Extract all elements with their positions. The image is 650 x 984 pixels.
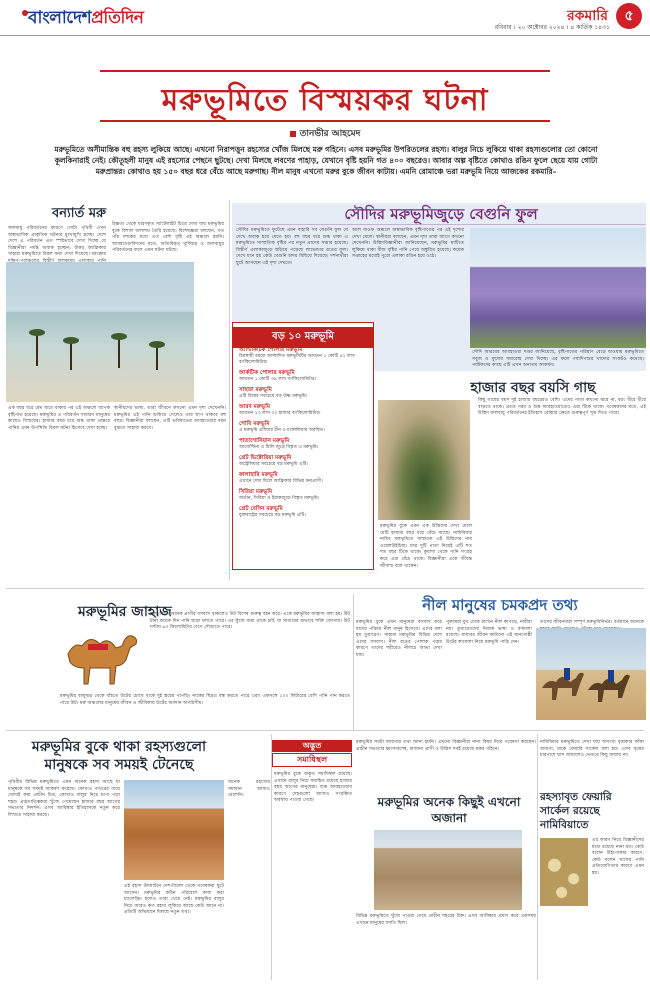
desert-name: গোবি মরুভূমি [239,421,270,427]
camel-heading: মরুভূমির জাহাজ [78,604,172,620]
column-divider [353,594,354,730]
column-divider [229,200,230,580]
secrets-col-2: এই রহস্য উদঘাটনে দেশ-বিদেশ থেকে গবেষকরা ছুটে আসেন। মরুভূমির কঠিন পরিবেশে কাজ করা চ্যালেঞ্জিং হলেও তারা থেমে নেই। মরুভূমির বালুর নিচে আরও কত রহস্য লুকিয়ে আছে কেউ জানে না। প্রতিটি অভিযানে মিলছে নতুন তথ্য। [124,884,224,916]
desert-name: আরব মরুভূমি [239,404,270,410]
desert-desc: আর্জেন্টিনা ও চিলি জুড়ে বিস্তৃত এ মরুভূমি। [239,445,319,450]
desert-desc: জর্ডান, সিরিয়া ও ইরাকজুড়ে বিস্তৃত মরুভূমি। [239,496,320,501]
saudi-col-2: আল জওফ অঞ্চলে অস্বাভাবিক বৃষ্টিপাতের পর এই দৃশ্যের দেখা মেলে। স্থানীয়রা বলছেন, এমন দৃশ্য তারা আগে কখনো দেখেননি। উদ্ভিদবিজ্ঞানীরা জানিয়েছেন, মরুভূমির মাটিতে লুকিয়ে থাকা বীজ বৃষ্টির পানি পেয়ে অঙ্কুরিত হয়েছে। কয়েক সপ্তাহের মধ্যেই পুরো এলাকা রঙিন হয়ে ওঠে। [352,228,464,260]
logo-text-a: বাংলাদেশ [28,8,92,28]
secrets-col-1: পৃথিবীর বিভিন্ন মরুভূমিতে এমন অনেক রহস্য আছে যা মানুষকে সব সময়ই আকর্ষণ করেছে। কোথাও পাথরের গায়ে খোদাই করা প্রাচীন চিত্র, কোথাও বালুর নিচে চাপা পড়া শহর। প্রত্নতাত্ত্বিকরা খুঁজে পেয়েছেন হাজার বছর আগের সভ্যতার নিদর্শন। এসব আবিষ্কার ইতিহাসকে নতুন করে লিখতে সাহায্য করছে। [8,780,120,818]
unknown-heading: মরুভূমির অনেক কিছুই এখনো অজানা [377,795,521,825]
secrets-heading: মরুভূমির বুকে থাকা রহস্যগুলো মানুষকে সব সময়ই টেনেছে [31,739,207,773]
list-item [239,455,369,468]
desert-ruins-photo [374,830,522,910]
palm-tree-icon [118,338,120,368]
list-item [239,438,369,451]
canyon-photo [124,780,224,880]
blue-people-col-1: মরুভূমির বুকে এমন মানুষেরা বসবাস করে যাদের পরিচয় নীল মানুষ হিসেবে। এদের বলা হয় তুয়ারেগ। সাহারা মরুভূমির বিভিন্ন দেশে এদের বসবাস। নীল রঙের পোশাক পরার কারণে তাদের শরীরেও নীলচে আভা দেখা যায়। [356,620,442,658]
desert-desc: এখানে দেখা মিলে আফ্রিকার বিভিন্ন বন্যপ্রাণী। [239,479,323,484]
caravan-icon [536,628,646,720]
saudi-col-1: সৌদির মরুভূমিতে ফুটেছে এমন বাহারি সব বেগুনি ফুল যে দেখে অবাক হয়ে যেতে হয়। বহু বছর ধরে শুষ্ক থাকা এ মরুভূমিতে সাম্প্রতিক বৃষ্টির পর নতুন প্রাণের সঞ্চার হয়েছে। বিস্তীর্ণ এলাকাজুড়ে ছড়িয়ে পড়েছে লাভেন্ডার রঙের ফুল। দেখে মনে হয় কেউ বেগুনি চাদর বিছিয়ে দিয়েছে। দর্শনার্থীরা ছুটে আসছেন এই দৃশ্য দেখতে। [236,228,348,266]
desert-name: আর্কটিক পোলার মরুভূমি [239,370,295,376]
list-item [239,370,369,383]
camel-col-2: মরুভূমির বালুঝড় থেকে বাঁচতে উটের চোখে থাকে দুই স্তরের পাপড়ি। নাকের ছিদ্রও বন্ধ করতে পারে এরা। একসঙ্গে ১০০ লিটারের বেশি পানি পান করতে পারে উট। মরু অঞ্চলের মানুষের জীবন ও জীবিকায় উটের অবদান অপরিসীম। [60,694,350,706]
desert-desc: যুক্তরাষ্ট্রের সবচেয়ে বড় মরুভূমি এটি। [239,513,306,518]
desert-name: গ্রেট বেসিন মরুভূমি [239,506,283,512]
palm-tree-icon [70,342,72,370]
desert-name: অ্যান্টার্কটিক পোলার মরুভূমি [239,347,303,353]
flood-col-3: এক বছর ধরে মেঘ জমে থাকার পর এই অঞ্চলে ব্যাপক বৃষ্টিপাত হয়েছে। মরুভূমির এ পরিবর্তন সাধারণ মানুষের কাছেও বিস্ময়ের। হাজার বছর ধরে শুষ্ক থাকা প্রান্তরে পানির এমন উপস্থিতি বিরল ঘটনা হিসেবে দেখা হচ্ছে। [8,406,110,431]
fairy-col-2: এর কারণ নিয়ে বিজ্ঞানীদের মধ্যে রয়েছে নানা মত। কেউ বলেন উইপোকার কারণে, কেউ বলেন ঘাসের পানি প্রতিযোগিতার কারণে এমন হয়। [592,838,644,876]
bullet-icon [290,131,296,137]
column-divider [537,734,538,980]
palm-tree-icon [36,334,38,366]
desert-name: গ্রেট ভিক্টোরিয়া মরুভূমি [239,455,292,461]
flood-col-4: স্থানীয়দের ভাষ্য, তারা জীবনে কখনো এমন দৃশ্য দেখেননি। মরুভূমির এই পানি শুকিয়ে গেলেও তার ছাপ থাকবে বহু বছর। বিজ্ঞানীরা বলছেন, এটি ভবিষ্যতের আবহাওয়ার ধরন বুঝতে সাহায্য করবে। [114,406,226,431]
section-divider [6,730,644,731]
page-number-badge: ৫ [616,3,642,29]
blue-people-heading: নীল মানুষের চমকপ্রদ তথ্য [422,596,578,614]
page-title: মরুভূমিতে বিস্ময়কর ঘটনা [161,83,489,118]
list-item [239,472,369,485]
desert-name: সাহারা মরুভূমি [239,387,272,393]
tree-col-1: মরুভূমির বুকে এমন এক উদ্ভিদের দেখা মেলে যেটি হাজার বছর ধরে বেঁচে আছে। নামিবিয়ার নামিব মরুভূমিতে জন্মানো এই উদ্ভিদের নাম ওয়েলউইচিয়া। মাত্র দুটি পাতা নিয়েই এটি শত শত বছর টিকে থাকে। কুয়াশা থেকে পানি সংগ্রহ করে এরা বেঁচে থাকে। বিজ্ঞানীরা একে জীবন্ত জীবাশ্ম বলে থাকেন। [380,524,472,569]
welwitschia-plant-photo [378,400,470,520]
fairy-col-1: নামিবিয়ার মরুভূমিতে দেখা যায় অসংখ্য বৃত্তাকার ফাঁকা জায়গা, যাকে ফেয়ারি সার্কেল বলা হয়। এসব বৃত্তের চারপাশে ঘাস জন্মালেও ভেতরে কিছু জন্মায় না। [540,740,644,759]
palm-tree-icon [156,346,158,370]
blue-people-col-3: তাদের জীবনধারা সম্পূর্ণ মরুভূমিনির্ভর। বর্তমানে অনেকে [540,620,644,625]
oddity-label [272,740,352,768]
saudi-col-3: সৌদি আরবের আবহাওয়া দপ্তর জানিয়েছে, বৃষ্টিপাতের পরিমাণ বেড়ে যাওয়ায় মরুভূমিতে সবুজ ও ফুলের সমারোহ দেখা দিচ্ছে। এর ফলে গবাদিপশুর খাদ্যের সংকটও কমেছে। পর্যটকদের কাছে এটি এখন অন্যতম আকর্ষণ। [472,350,644,369]
desert-desc: এ মরুভূমি এশিয়ার চীন ও মঙ্গোলিয়ায় অবস্থিত। [239,428,325,433]
desert-list [239,347,369,523]
camel-col-1: মরুভূমিতে অনেক প্রাণীর বসবাস থাকলেও উট বিশেষ গুরুত্ব বহন করে। একে মরুভূমির জাহাজ বলা হয়। উট টানা কয়েক দিন পানি ছাড়া চলতে পারে। এর কুঁজে জমা থাকে চর্বি, যা খাবারের অভাবে শক্তি জোগায়। উট ঘণ্টায় ৬০ কিলোমিটার বেগে দৌড়াতে পারে। [150,612,350,631]
list-item [239,387,369,400]
top-10-heading: বড় ১০ মরুভূমি [233,327,373,348]
column-divider [271,734,272,980]
top-10-deserts-box [232,322,374,570]
author-name: তানভীর আহমেদ [299,129,361,139]
desert-desc: আয়তন ১ কোটি ৩৯ লাখ বর্গকিলোমিটার। [239,377,317,382]
masthead [0,0,650,36]
intro-text: মরুভূমিতে অসীমান্তিক বহু রহস্য লুকিয়ে আছে। এখনো নিরাপত্তুন রহস্যের খোঁজ মিলছে মরু গহিনে। এসব মরুভূমির উপরিতলের রহস্য। বালুর নিচে লুকিয়ে থাকা রহস্যগুলোর তো কোনো কূলকিনারাই নেই। কৌতূহলী মানুষ এই রহস্যের পেছনে ছুটছে। দেখা মিলছে লবণের পাহাড়, যেখানে বৃষ্টি হয়নি গত ৪০০ বছরেও। আবার অল্প বৃষ্টিতে কোথাও রঙিন ফুলে ছেয়ে যায় গোটা মরুপ্রান্তর। কোথাও হয় ১৫০ বছর ধরে বেঁচে আছে মরুগাছ। নীল মানুষ এখনো মরুর বুকে জীবন কাটায়। এমনি রোমাঞ্চে ভরা মরুভূমি নিয়ে আজকের রকমারি– [54,145,598,176]
newspaper-logo[interactable] [28,5,143,33]
list-item [239,506,369,519]
desert-name: সিরিয়া মরুভূমি [239,489,273,495]
section-name: রকমারি [566,8,608,24]
desert-name: কালাহারি মরুভূমি [239,472,278,478]
list-item [239,404,369,417]
blue-people-header [354,594,646,618]
desert-desc: এটি বিশ্বের সবচেয়ে বড় উষ্ণ মরুভূমি। [239,394,308,399]
list-item [239,489,369,502]
logo-text-b: প্রতিদিন [91,8,144,28]
desert-name: পাতাগোনিয়ান মরুভূমি [239,438,290,444]
camel-icon [60,624,148,690]
secrets-col-3: অনেক রহস্যের সমাধান আজও মেলেনি। [228,780,270,799]
list-item [239,421,369,434]
list-item [239,347,369,366]
camel-caravan-photo [536,628,646,720]
lavender-field-photo [470,228,646,348]
desert-desc: আয়তন ২৩ লাখ ৩০ হাজার বর্গকিলোমিটার। [239,411,321,416]
tree-heading: হাজার বছর বয়সি গাছ [470,380,596,396]
issue-date: রবিবার । ২০ অক্টোবর ২০২৪ । ৪ কার্তিক ১৪৩১ [494,24,610,31]
desert-desc: চিরস্থায়ী বরফে আচ্ছাদিত মরুভূমিটির আয়তন ১ কোটি ৪২ লাখ বর্গকিলোমিটার। [239,354,355,365]
byline [0,126,650,141]
flooded-desert-photo [6,262,194,402]
unknown-col-1: মরুভূমির সবটা জায়গার তথ্য জানা হয়নি। এখনো বিজ্ঞানীরা নানা বিষয় নিয়ে গবেষণা করছেন। প্রাচীন সভ্যতার ধ্বংসাবশেষ, অজানা প্রাণী ও উদ্ভিদ সবই রয়েছে মরুর গহিনে। [356,740,536,752]
camel-illustration [60,624,148,690]
oddity-label-top: অদ্ভুত [272,740,352,752]
tree-col-2: কিছু গাছের বয়স দুই হাজার বছরেরও বেশি। এদের পাতা কখনো ঝরে না, বরং ধীরে ধীরে বাড়তে থাকে। প্রচণ্ড গরম ও শুষ্ক আবহাওয়াতেও এরা টিকে থাকে। গবেষকদের মতে, এই উদ্ভিদ জলবায়ু পরিবর্তনের ইতিহাস বোঝার ক্ষেত্রে গুরুত্বপূর্ণ সূত্র দিতে পারে। [478,398,646,417]
oddity-col-1: মরুভূমির বুকে অদ্ভুত সমাধিস্থল রয়েছে। এখানে বালুর নিচে সমাহিত রয়েছে হাজার বছর আগের মানুষেরা। শুষ্ক আবহাওয়ার কারণে দেহগুলো আজও সংরক্ষিত অবস্থায় পাওয়া গেছে। [274,772,352,804]
unknown-col-2: বিভিন্ন মরুভূমিতে খুঁজে পাওয়া গেছে প্রাচীন শহরের চিহ্ন। এসব আবিষ্কার প্রমাণ করে একসময় এখানে মানুষের বসতি ছিল। [356,914,536,926]
fairy-circle-photo [540,838,588,906]
oddity-label-bottom: সমাধিস্থল [272,753,352,767]
desert-desc: অস্ট্রেলিয়ার সবচেয়ে বড় মরুভূমি এটি। [239,462,309,467]
flood-col-1: জলবায়ু পরিবর্তনের কারণে গোটা পৃথিবী এখন অস্বাভাবিক প্রাকৃতিক ঘটনার মুখোমুখি হচ্ছে। দেশে দেশে এ পরিবর্তন এত স্পষ্টভাবে দেখা দিচ্ছে যে বিজ্ঞানীরা পর্যন্ত অবাক হচ্ছেন। উত্তর আফ্রিকার সাহারা মরুভূমিতে বিরল বন্যা দেখা দিয়েছে। মরক্কোর [8,226,106,258]
section-divider [6,588,644,589]
blue-people-col-2: পুরুষেরা মুখ ঢেকে রাখেন নীল কাপড়ে, নারীরা নয়। তুয়ারেগদের নিজস্ব ভাষা ও বর্ণমালা রয়েছে। যাযাবর জীবন কাটানো এই জনগোষ্ঠী উটের কাফেলা নিয়ে মরুভূমি পাড়ি দেন। [446,620,532,645]
flood-heading: বন্যার্ত মরু [52,206,107,221]
saudi-heading: সৌদির মরুভূমিজুড়ে বেগুনি ফুল [236,203,646,225]
fairy-heading: রহস্যাবৃত ফেয়ারি সার্কেল রয়েছে নামিবিয়াতে [540,791,612,831]
flood-col-2: উচ্চতা থেকে ধারণকৃত স্যাটেলাইট চিত্রে দেখা যায় মরুভূমির বুকে বিশাল জলাশয় তৈরি হয়েছে। বিশেষজ্ঞরা বলছেন, গত পাঁচ দশকের মধ্যে এত বেশি বৃষ্টি এই অঞ্চলে হয়নি। আবহাওয়াবিদদের মতে, অতিরিক্ত্ ঘূর্ণিঝড় ও জলবায়ুর পরিবর্তনের ফলে এমন ঘটনা ঘটছে। [112,222,224,254]
